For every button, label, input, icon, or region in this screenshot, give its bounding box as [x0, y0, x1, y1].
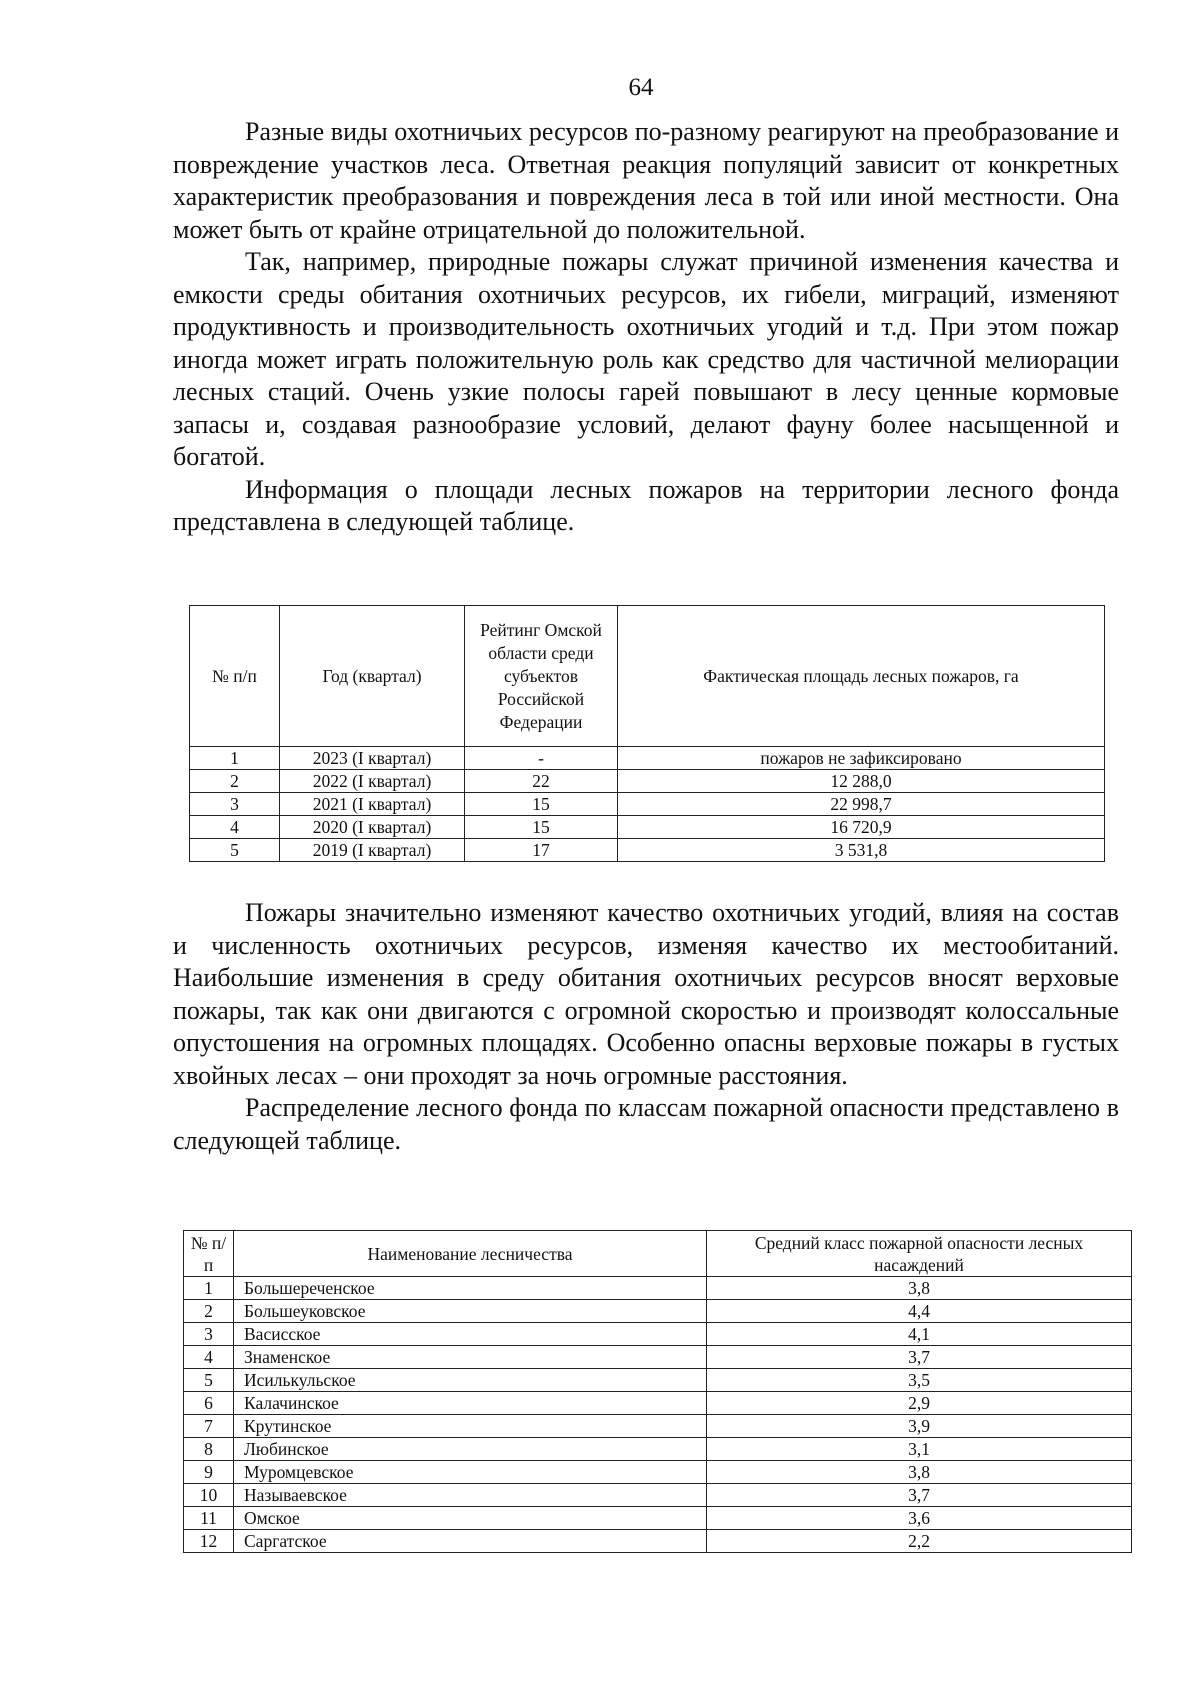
table-row — [184, 1507, 1132, 1530]
table-cell: Омское — [234, 1507, 707, 1530]
table-row — [190, 839, 1105, 862]
table-row — [184, 1392, 1132, 1415]
table-cell: 3,8 — [707, 1277, 1132, 1300]
header-cell: Средний класс пожарной опасности лесных насаждений — [707, 1231, 1132, 1277]
table-cell: Большереченское — [234, 1277, 707, 1300]
table-row — [184, 1530, 1132, 1553]
table-cell: 15 — [465, 816, 618, 839]
table-cell: 2020 (I квартал) — [280, 816, 465, 839]
table-cell: 3,5 — [707, 1369, 1132, 1392]
table-cell: Любинское — [234, 1438, 707, 1461]
table-cell: 2,2 — [707, 1530, 1132, 1553]
page-number: 64 — [628, 74, 654, 101]
table-cell: Саргатское — [234, 1530, 707, 1553]
table-cell: 4,1 — [707, 1323, 1132, 1346]
table-cell: Большеуковское — [234, 1300, 707, 1323]
table-cell: 7 — [184, 1415, 234, 1438]
table-cell: - — [465, 747, 618, 770]
table-cell: 2022 (I квартал) — [280, 770, 465, 793]
table-cell: 3,6 — [707, 1507, 1132, 1530]
table-cell: 3,7 — [707, 1346, 1132, 1369]
table-cell: 2021 (I квартал) — [280, 793, 465, 816]
table-cell: 3 531,8 — [618, 839, 1105, 862]
middle-text — [173, 897, 1119, 1157]
table-cell: 3,8 — [707, 1461, 1132, 1484]
table-row — [190, 793, 1105, 816]
table-cell: 5 — [190, 839, 280, 862]
table-row — [184, 1415, 1132, 1438]
table-cell: 1 — [190, 747, 280, 770]
table-cell: 6 — [184, 1392, 234, 1415]
paragraph: Информация о площади лесных пожаров на территории лесного фонда представлена в следующей таблице. — [173, 474, 1119, 536]
table-cell: 5 — [184, 1369, 234, 1392]
table-cell: 2 — [190, 770, 280, 793]
table-cell: 17 — [465, 839, 618, 862]
table-cell: 10 — [184, 1484, 234, 1507]
table-cell: 4 — [184, 1346, 234, 1369]
table-header-row — [190, 606, 1105, 747]
table-cell: 2,9 — [707, 1392, 1132, 1415]
intro-text — [173, 116, 1119, 539]
table-cell: 2023 (I квартал) — [280, 747, 465, 770]
table-cell: 8 — [184, 1438, 234, 1461]
header-cell: Наименование лесничества — [234, 1231, 707, 1277]
table-cell: 3 — [190, 793, 280, 816]
table-cell: 22 — [465, 770, 618, 793]
table-cell: 1 — [184, 1277, 234, 1300]
header-cell: Год (квартал) — [280, 606, 465, 747]
header-cell: Рейтинг Омской области среди субъектов Российской Федерации — [465, 606, 618, 747]
table-cell: 2 — [184, 1300, 234, 1323]
table-cell: Васисское — [234, 1323, 707, 1346]
table-cell: 3,1 — [707, 1438, 1132, 1461]
table-cell: 4 — [190, 816, 280, 839]
table-row — [184, 1461, 1132, 1484]
paragraph: Пожары значительно изменяют качество охотничьих угодий, влияя на состав и численность охотничьих ресурсов, изменяя качество их местообитаний. Наибольшие изменения в среду обитания охотничьих ресурсов вносят верховые пожары, так как они двигаются с огромной скоростью и производят колоссальные опустошения на огромных площадях. Особенно опасны верховые пожары в густых хвойных лесах – они проходят за ночь огромные расстояния. — [173, 898, 1119, 1090]
table-row — [190, 816, 1105, 839]
paragraph: Так, например, природные пожары служат причиной изменения качества и емкости среды обитания охотничьих ресурсов, их гибели, миграций, изменяют продуктивность и производительность охотничьих угодий и т.д. При этом пожар иногда может играть положительную роль как средство для частичной мелиорации лесных стаций. Очень узкие полосы гарей повышают в лесу ценные кормовые запасы и, создавая разнообразие условий, делают фауну более насыщенной и богатой. — [173, 247, 1119, 471]
table-row — [190, 747, 1105, 770]
table-cell: 9 — [184, 1461, 234, 1484]
paragraph: Разные виды охотничьих ресурсов по-разному реагируют на преобразование и повреждение участков леса. Ответная реакция популяций зависит от конкретных характеристик преобразования и повреждения леса в той или иной местности. Она может быть от крайне отрицательной до положительной. — [173, 117, 1119, 244]
table-cell: Исилькульское — [234, 1369, 707, 1392]
header-cell: № п/п — [184, 1231, 234, 1277]
table-cell: 3,7 — [707, 1484, 1132, 1507]
table-row — [190, 770, 1105, 793]
table-header-row — [184, 1231, 1132, 1277]
table-cell: 22 998,7 — [618, 793, 1105, 816]
table-cell: 3 — [184, 1323, 234, 1346]
table-row — [184, 1277, 1132, 1300]
table-cell: пожаров не зафиксировано — [618, 747, 1105, 770]
table-cell: Калачинское — [234, 1392, 707, 1415]
table-cell: 4,4 — [707, 1300, 1132, 1323]
table-cell: 15 — [465, 793, 618, 816]
table-row — [184, 1484, 1132, 1507]
table-row — [184, 1323, 1132, 1346]
table-cell: Знаменское — [234, 1346, 707, 1369]
table-cell: 2019 (I квартал) — [280, 839, 465, 862]
paragraph: Распределение лесного фонда по классам пожарной опасности представлено в следующей таблице. — [173, 1093, 1119, 1155]
table-cell: 11 — [184, 1507, 234, 1530]
table-cell: 12 — [184, 1530, 234, 1553]
table-cell: Называевское — [234, 1484, 707, 1507]
table-row — [184, 1438, 1132, 1461]
fire-danger-class-table — [183, 1230, 1132, 1553]
table-cell: Крутинское — [234, 1415, 707, 1438]
table-row — [184, 1369, 1132, 1392]
header-cell: № п/п — [190, 606, 280, 747]
header-cell: Фактическая площадь лесных пожаров, га — [618, 606, 1105, 747]
table-cell: 16 720,9 — [618, 816, 1105, 839]
table-row — [184, 1346, 1132, 1369]
table-row — [184, 1300, 1132, 1323]
forest-fires-table — [189, 605, 1105, 862]
table-cell: 12 288,0 — [618, 770, 1105, 793]
table-cell: Муромцевское — [234, 1461, 707, 1484]
table-cell: 3,9 — [707, 1415, 1132, 1438]
